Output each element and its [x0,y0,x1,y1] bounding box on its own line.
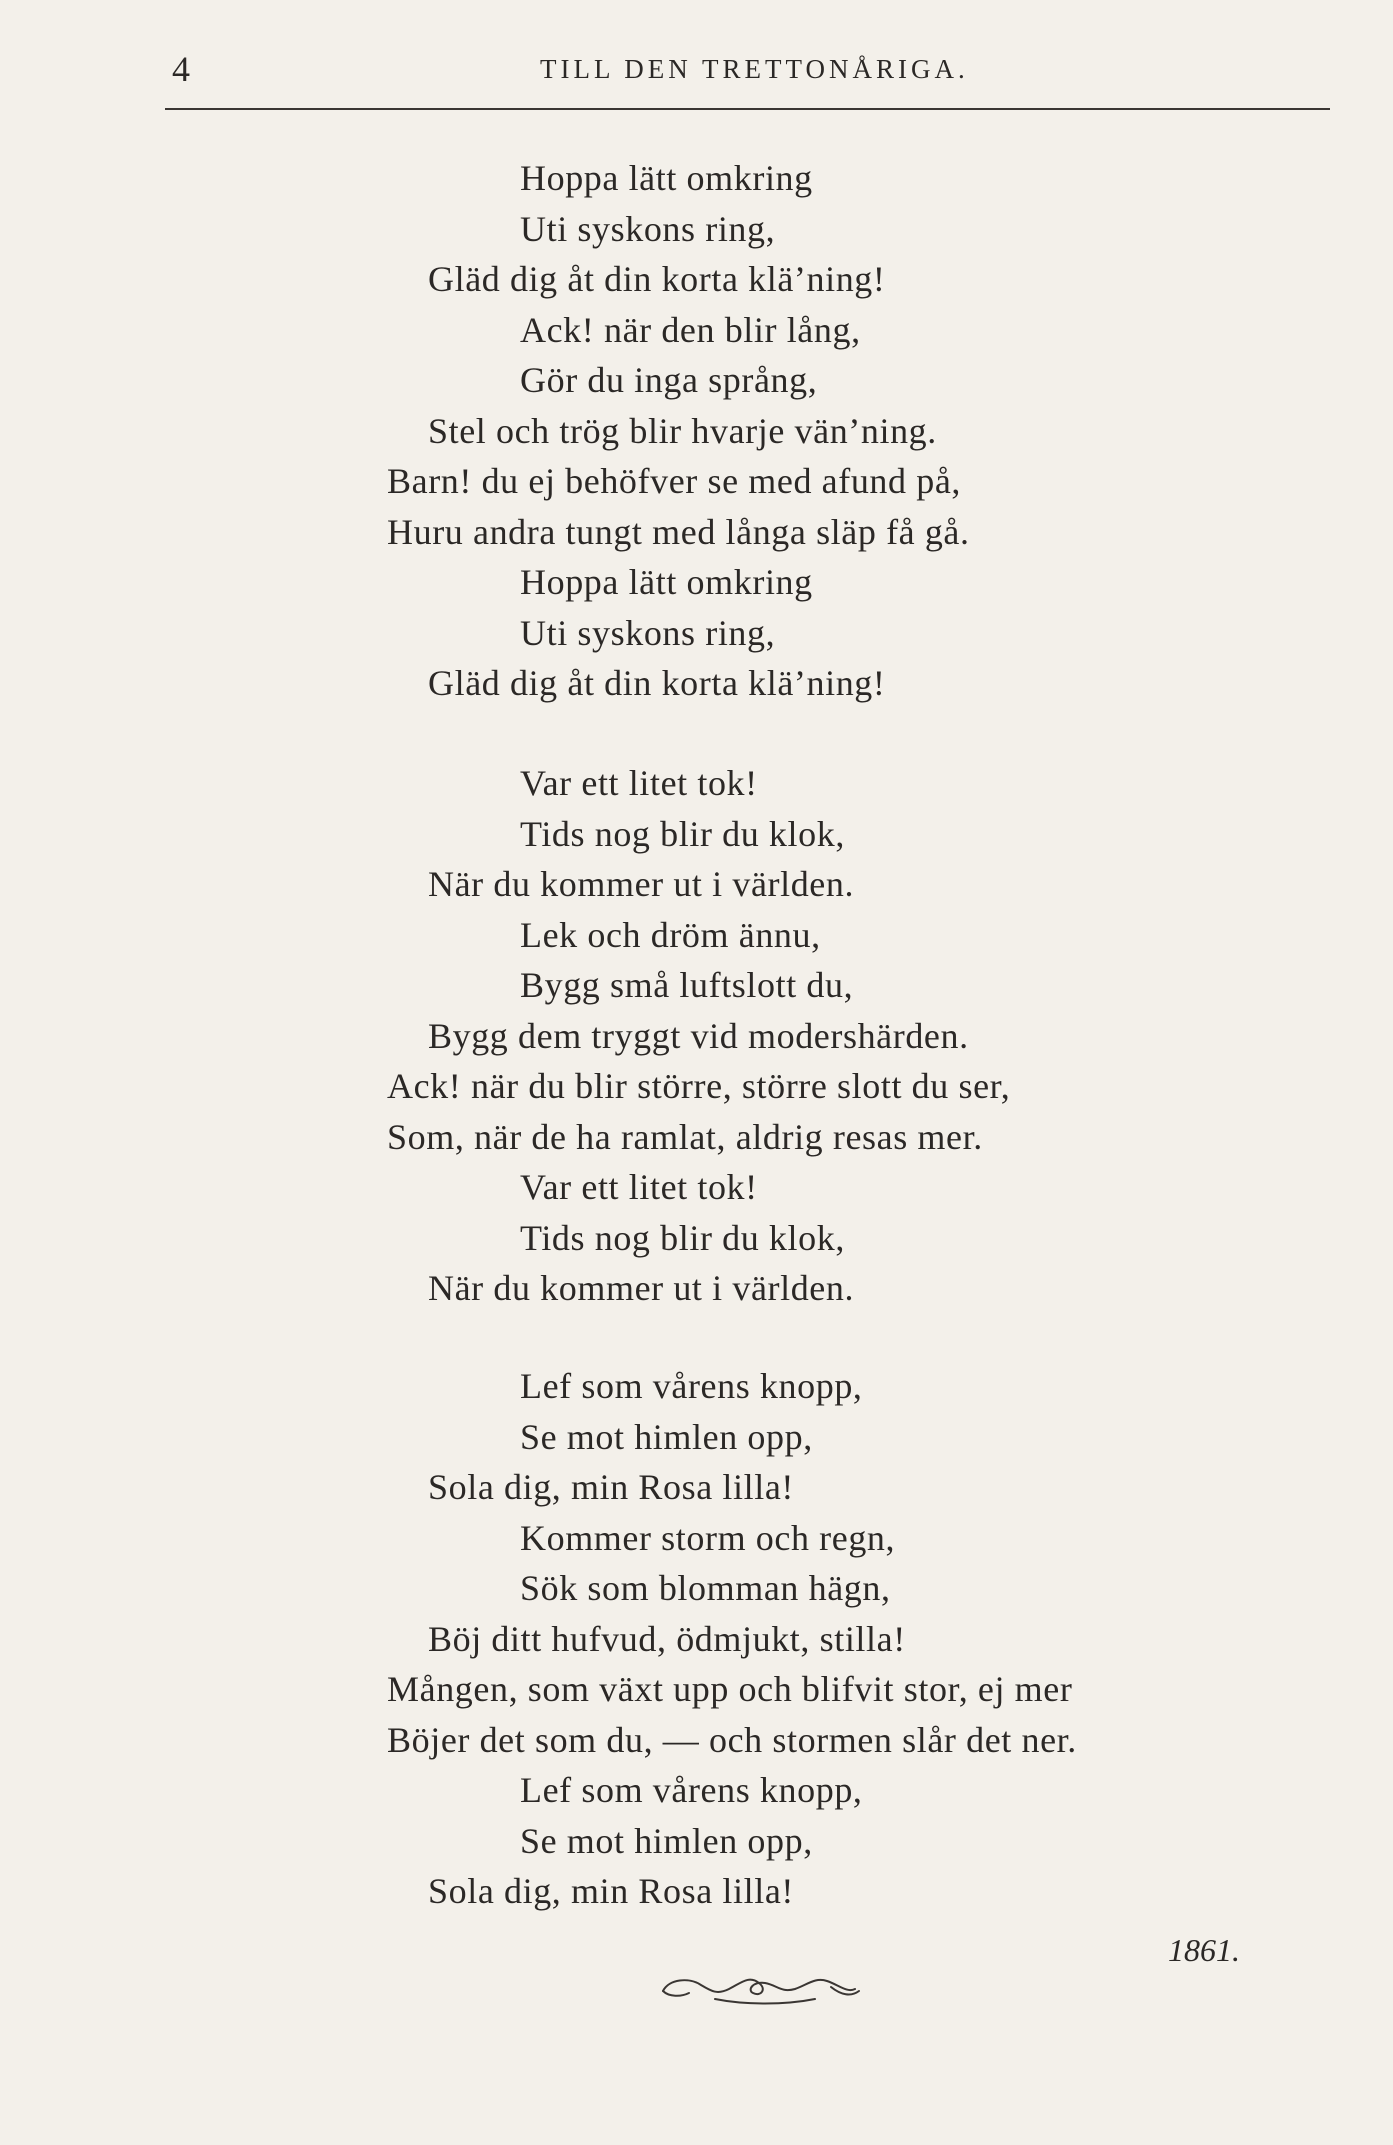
poem-line: När du kommer ut i världen. [428,1268,855,1308]
running-title: TILL DEN TRETTONÅRIGA. [540,54,969,84]
poem-line: Stel och trög blir hvarje vän’ning. [428,411,937,451]
poem-line: Gläd dig åt din korta klä’ning! [428,259,886,299]
poem-line: Lef som vårens knopp, [520,1366,863,1406]
poem-line: Sola dig, min Rosa lilla! [428,1871,794,1911]
ornament-flourish [655,1965,865,2015]
poem-line: Var ett litet tok! [520,1167,758,1207]
poem-line: Se mot himlen opp, [520,1417,813,1457]
header-rule [165,108,1330,110]
poem-line: Bygg dem tryggt vid modershärden. [428,1016,969,1056]
poem-line: Ack! när den blir lång, [520,310,861,350]
poem-line: Bygg små luftslott du, [520,965,854,1005]
poem-line: Gör du inga språng, [520,360,818,400]
poem-line: Tids nog blir du klok, [520,1218,845,1258]
poem-line: Böjer det som du, — och stormen slår det ner. [387,1720,1077,1760]
poem-line: Barn! du ej behöfver se med afund på, [387,461,961,501]
poem-date: 1861. [1168,1932,1240,1968]
poem-line: Hoppa lätt omkring [520,562,813,602]
poem-line: Sök som blomman hägn, [520,1568,891,1608]
poem-line: Tids nog blir du klok, [520,814,845,854]
poem-line: Sola dig, min Rosa lilla! [428,1467,794,1507]
poem-line: Ack! när du blir större, större slott du ser, [387,1066,1011,1106]
poem-line: Var ett litet tok! [520,763,758,803]
poem-line: När du kommer ut i världen. [428,864,855,904]
poem-line: Som, när de ha ramlat, aldrig resas mer. [387,1117,983,1157]
page-number: 4 [172,49,191,89]
poem-line: Se mot himlen opp, [520,1821,813,1861]
poem-line: Mången, som växt upp och blifvit stor, ej mer [387,1669,1073,1709]
poem-line: Uti syskons ring, [520,209,776,249]
poem-line: Uti syskons ring, [520,613,776,653]
poem-line: Gläd dig åt din korta klä’ning! [428,663,886,703]
poem-line: Kommer storm och regn, [520,1518,896,1558]
poem-line: Hoppa lätt omkring [520,158,813,198]
poem-line: Lef som vårens knopp, [520,1770,863,1810]
poem-line: Böj ditt hufvud, ödmjukt, stilla! [428,1619,906,1659]
poem-line: Huru andra tungt med långa släp få gå. [387,512,970,552]
poem-line: Lek och dröm ännu, [520,915,821,955]
